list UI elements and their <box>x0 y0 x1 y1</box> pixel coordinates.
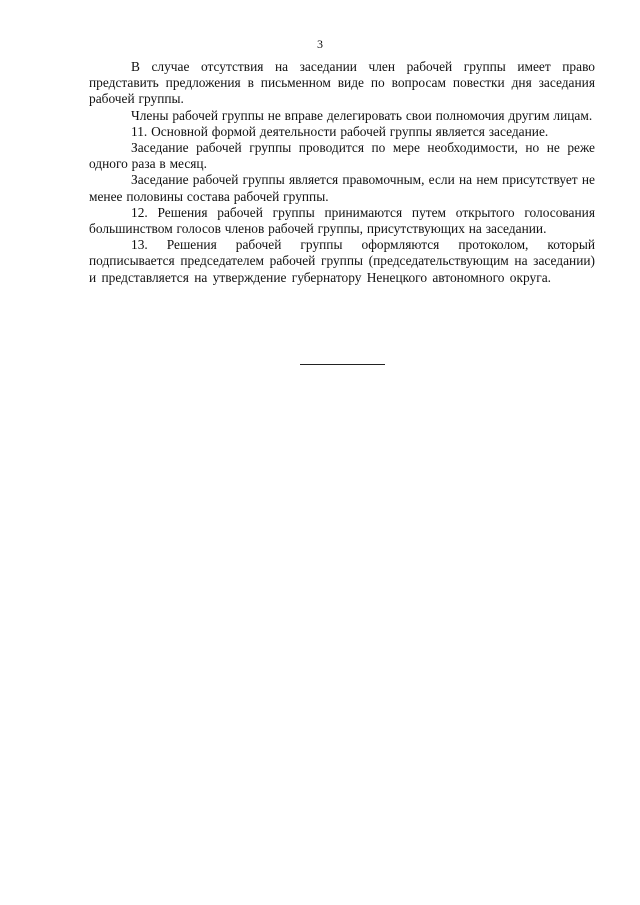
paragraph-quorum: Заседание рабочей группы является правомочным, если на нем присутствует не менее половины состава рабочей группы. <box>89 172 595 204</box>
paragraph-absence-written-proposals: В случае отсутствия на заседании член рабочей группы имеет право представить предложения в письменном виде по вопросам повестки дня заседания рабочей группы. <box>89 59 595 107</box>
paragraph-main-activity-form: 11. Основной формой деятельности рабочей группы является заседание. <box>131 123 549 139</box>
page-number: 3 <box>317 37 323 51</box>
paragraph-no-delegation: Члены рабочей группы не вправе делегировать свои полномочия другим лицам. <box>131 107 593 123</box>
paragraph-decision-voting: 12. Решения рабочей группы принимаются путем открытого голосования большинством голосов членов рабочей группы, присутствующих на заседании. <box>89 204 595 237</box>
document-body <box>89 59 595 286</box>
paragraph-decision-protocol: 13. Решения рабочей группы оформляются протоколом, который подписывается председателем рабочей группы (председательствующим на заседании) и представляется на утверждение губернатору Ненецкого автономного округа. <box>89 237 595 285</box>
paragraph-meeting-frequency: Заседание рабочей группы проводится по мере необходимости, но не реже одного раза в месяц. <box>89 140 595 172</box>
end-separator-line <box>300 364 385 365</box>
